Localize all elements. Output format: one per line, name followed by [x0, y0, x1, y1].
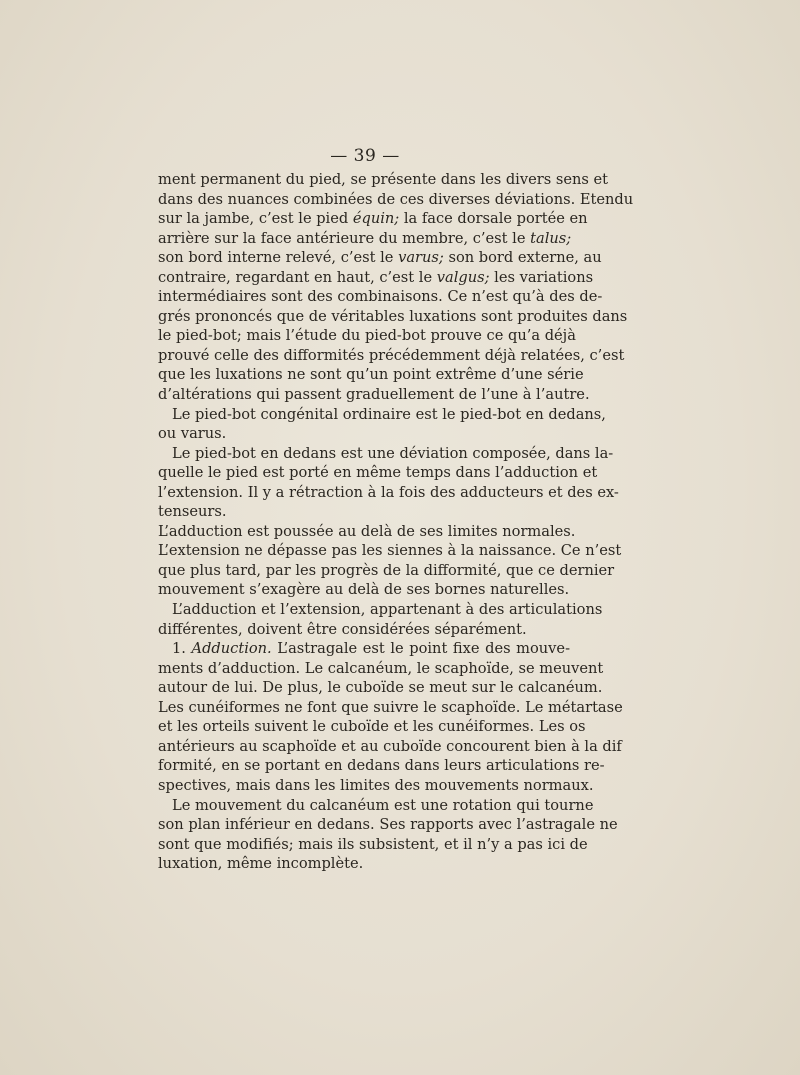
text-line: Le mouvement du calcanéum est une rotation qui tourne: [172, 796, 594, 814]
text-line: tenseurs.: [158, 503, 227, 521]
text-segment: arrière sur la face antérieure du membre, c’est le: [158, 229, 531, 247]
body-text: [158, 170, 634, 874]
text-line: mouvement s’exagère au delà de ses bornes naturelles.: [158, 581, 570, 599]
text-line: intermédiaires sont des combinaisons. Ce n’est qu’à des de-: [158, 288, 603, 306]
italic-term: Adduction.: [191, 640, 272, 658]
text-line: [158, 248, 602, 268]
text-line: l’extension. Il y a rétraction à la fois des adducteurs et des ex-: [158, 483, 619, 501]
text-line: Le pied-bot congénital ordinaire est le pied-bot en dedans,: [172, 405, 606, 423]
text-segment: sur la jambe, c’est le pied: [158, 210, 353, 228]
text-line: ment permanent du pied, se présente dans les divers sens et: [158, 171, 608, 188]
italic-term: équin;: [352, 210, 400, 228]
text-line: prouvé celle des difformités précédemment déjà relatées, c’est: [158, 346, 625, 364]
text-line: d’altérations qui passent graduellement de l’une à l’autre.: [158, 386, 590, 404]
text-line: que plus tard, par les progrès de la difformité, que ce dernier: [158, 561, 615, 579]
text-segment: son bord interne relevé, c’est le: [158, 249, 399, 267]
text-segment: 1.: [172, 640, 192, 658]
text-segment: L’astragale est le point fixe des mouve-: [271, 640, 570, 658]
text-line: ou varus.: [158, 425, 227, 443]
text-line: grés prononcés que de véritables luxations sont produites dans: [158, 307, 628, 325]
text-line: son plan inférieur en dedans. Ses rapports avec l’astragale ne: [158, 816, 618, 834]
text-line: dans des nuances combinées de ces diverses déviations. Etendu: [158, 190, 634, 208]
text-segment: contraire, regardant en haut, c’est le: [158, 268, 437, 286]
text-line: autour de lui. De plus, le cuboïde se meut sur le calcanéum.: [158, 679, 603, 697]
text-line: et les orteils suivent le cuboïde et les cunéiformes. Les os: [158, 718, 586, 736]
text-line: Les cunéiformes ne font que suivre le scaphoïde. Le métartase: [158, 698, 623, 716]
text-line: luxation, même incomplète.: [158, 855, 364, 873]
text-line: Le pied-bot en dedans est une déviation composée, dans la-: [172, 444, 614, 462]
text-line: [158, 268, 594, 288]
page-number: — 39 —: [330, 146, 400, 166]
text-line: [158, 229, 570, 249]
text-line: ments d’adduction. Le calcanéum, le scaphoïde, se meuvent: [158, 659, 604, 677]
text-line: L’adduction et l’extension, appartenant à des articulations: [172, 601, 603, 619]
text-line: [158, 639, 570, 659]
italic-term: talus;: [530, 229, 572, 247]
italic-term: valgus;: [436, 268, 490, 286]
text-line: antérieurs au scaphoïde et au cuboïde concourent bien à la dif: [158, 737, 622, 755]
text-line: L’adduction est poussée au delà de ses limites normales.: [158, 522, 576, 540]
text-line: spectives, mais dans les limites des mouvements normaux.: [158, 776, 594, 794]
text-line: le pied-bot; mais l’étude du pied-bot prouve ce qu’a déjà: [158, 327, 576, 345]
text-line: quelle le pied est porté en même temps dans l’adduction et: [158, 464, 598, 482]
text-segment: son bord externe, au: [443, 249, 602, 267]
italic-term: varus;: [398, 249, 444, 267]
text-segment: la face dorsale portée en: [399, 210, 588, 228]
text-line: formité, en se portant en dedans dans leurs articulations re-: [158, 757, 605, 775]
text-line: sont que modifiés; mais ils subsistent, et il n’y a pas ici de: [158, 835, 588, 853]
text-line: [158, 209, 588, 229]
text-line: que les luxations ne sont qu’un point extrême d’une série: [158, 366, 584, 384]
text-line: différentes, doivent être considérées séparément.: [158, 620, 527, 638]
text-line: L’extension ne dépasse pas les siennes à la naissance. Ce n’est: [158, 542, 622, 560]
text-segment: les variations: [489, 268, 594, 286]
